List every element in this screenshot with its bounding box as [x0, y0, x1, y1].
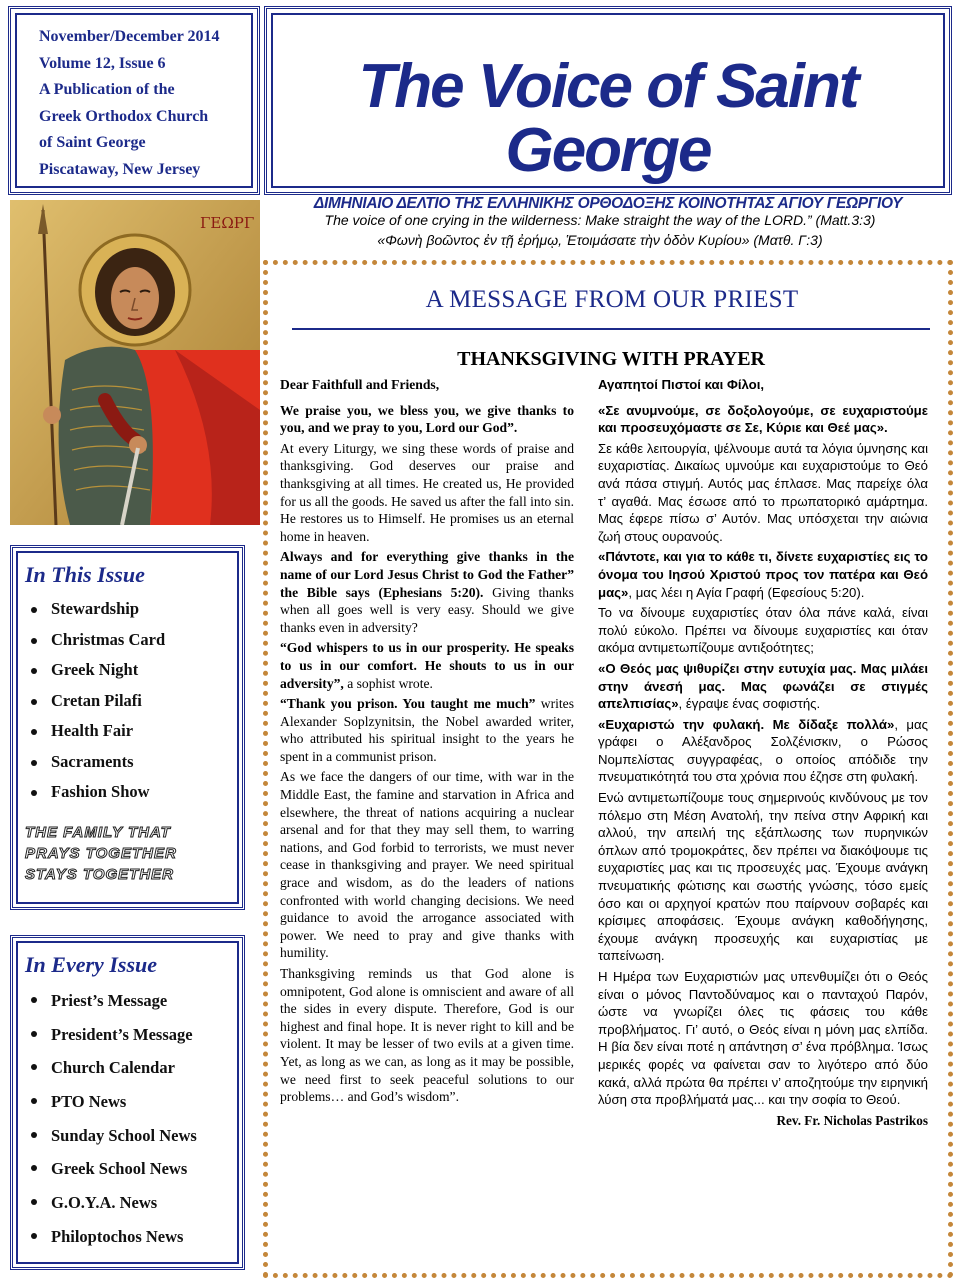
newsletter-title: The Voice of Saint George: [358, 52, 858, 185]
message-subtitle: THANKSGIVING WITH PRAYER: [457, 348, 765, 370]
saint-george-icon-image: [10, 200, 260, 525]
greek-paragraph: «Ο Θεός μας ψιθυρίζει στην ευτυχία μας. Μας μιλάει στην άνεσή μας. Μας φωνάζει σε στιγμές απελπισίας», έγραψε ένας σοφιστής.: [598, 660, 928, 712]
every-issue-item: Greek School News: [25, 1152, 242, 1186]
info-line: November/December 2014: [39, 28, 220, 45]
issue-item: Sacraments: [25, 747, 242, 778]
bullet-icon: [31, 638, 37, 644]
issue-item: Cretan Pilafi: [25, 686, 242, 717]
greek-paragraph: «Σε ανυμνούμε, σε δοξολογούμε, σε ευχαριστούμε και προσευχόμαστε σε Σε, Κύριε και Θεέ μας».: [598, 402, 928, 436]
masthead: [264, 6, 952, 212]
english-paragraph: Always and for everything give thanks in the name of our Lord Jesus Christ to God the Father” the Bible says (Ephesians 5:20). Giving thanks when all goes well is very easy. Should we give thanks even in adversity?: [280, 549, 574, 635]
greek-paragraph: Ενώ αντιμετωπίζουμε τους σημερινούς κινδύνους με τον πόλεμο στη Μέση Ανατολή, την πείνα στην Αφρική και αλλού, την απειλή της εξάπλωσης των πυρηνικών όπλων από τρομοκράτες, δεν πρέπει να διακόψουμε τις ευχαριστίες μας και τις προσευχές μας. Έχουμε ανάγκη πνευματικής φώτισης και σωστής γνώσης, τόσο εμείς όσο και οι αρχηγοί κρατών που παίρνουν σοβαρές και κρίσιμες αποφάσεις. Έχουμε ανάγκη καθοδήγησης, έχουμε ανάγκη προσευχής και ευχαριστίας με ταπείνωση.: [598, 790, 928, 964]
title-divider: [292, 328, 930, 330]
english-salutation: Dear Faithfull and Friends,: [280, 377, 440, 392]
greek-paragraph: «Ευχαριστώ την φυλακή. Με δίδαξε πολλά», μας γράφει ο Αλέξανδρος Σολζένισκιν, ο Ρώσος Νομπελίστας συγγραφέας, ο οποίος απόδιδε την πνευματικότητά του στα χρόνια που έζησε στη φυλακή.: [598, 716, 929, 785]
bullet-icon: [31, 790, 37, 796]
in-this-issue-heading: In This Issue: [25, 562, 145, 587]
info-line: Piscataway, New Jersey: [39, 160, 201, 178]
message-english-column: [280, 376, 574, 1109]
every-issue-item: G.O.Y.A. News: [25, 1186, 242, 1220]
greek-paragraph: Σε κάθε λειτουργία, ψέλνουμε αυτά τα λόγια ύμνησης και ευχαριστίας. Δικαίως υμνούμε και ευχαριστούμε το Θεό ανά πάσα στιγμή. Αυτός μας έπλασε. Μας παρείχε όλα τ’ αγαθά. Μας έσωσε από το πρωπατορικό αμάρτημα. Μας έφερε πίσω σ’ Αυτόν. Μας υπόσχεται την αιώνια ζωή στους ουρανούς.: [598, 440, 928, 544]
priest-signature: Rev. Fr. Nicholas Pastrikos: [776, 1112, 928, 1128]
greek-salutation: Αγαπητοί Πιστοί και Φίλοι,: [598, 377, 765, 392]
issue-item: Christmas Card: [25, 625, 242, 656]
greek-paragraph: Το να δίνουμε ευχαριστίες όταν όλα πάνε καλά, είναι πολύ εύκολο. Πρέπει να δίνουμε ευχαριστίες και όταν ακόμα αντιμετωπίζουμε αντιξοότητες;: [598, 605, 928, 656]
info-line: A Publication of the: [39, 81, 175, 98]
message-greek-column: [598, 376, 928, 1132]
bullet-icon: [31, 1064, 37, 1070]
saint-icon: [10, 200, 260, 525]
family-motto: THE FAMILY THAT PRAYS TOGETHER STAYS TOGETHER: [25, 823, 177, 883]
english-paragraph: As we face the dangers of our time, with war in the Middle East, the famine and starvation in Africa and elsewhere, the threat of nations acquiring a nuclear arsenal and for that they may sell them, to warring nations, and God forbid to terrorists, we must never cease in thanksgiving and prayer. We need spiritual grace and wisdom, as do the leaders of nations confronted with world changing decisions. We need guidance to avoid the arrogance associated with power. We need to pray and give thanks with humility.: [280, 769, 574, 961]
icon-inscription: ΓΕΩΡΓ: [200, 214, 255, 232]
bullet-icon: [31, 607, 37, 613]
bullet-icon: [31, 1233, 37, 1239]
english-paragraph: “Thank you prison. You taught me much” writes Alexander Soplzynitsin, the Nobel awarded writer, who attributed his spiritual insight to the years he spent in a communist prison.: [280, 696, 574, 764]
greek-paragraph: Η Ημέρα των Ευχαριστιών μας υπενθυμίζει ότι ο Θεός είναι ο μόνος Παντοδύναμος και ο πανταχού Παρόν, ώστε να γνωρίζει όλες τις φάσεις του κάθε προβλήματος. Γι’ αυτό, ο Θεός είναι η μόνη μας ελπίδα. Η βία δεν είναι ποτέ η απάντηση σ’ ένα πρόβλημα. Ίσως μερικές φορές να φαίνεται σαν το λιγότερο από δύο κακά, αλλά πρώτα θα πρέπει ν’ αποζητούμε την ειρηνική λύση στα προβλήματά μας... και την σοφία το Θεού.: [598, 969, 928, 1108]
info-line: of Saint George: [39, 134, 146, 151]
every-issue-item: Philoptochos News: [25, 1220, 242, 1254]
bullet-icon: [31, 729, 37, 735]
info-line: Greek Orthodox Church: [39, 107, 209, 125]
in-every-issue-heading: In Every Issue: [25, 952, 158, 977]
every-issue-item: President’s Message: [25, 1018, 242, 1052]
bullet-icon: [31, 997, 37, 1003]
every-issue-item: Priest’s Message: [25, 984, 242, 1018]
every-issue-item: Church Calendar: [25, 1051, 242, 1085]
publication-info-box: [8, 6, 260, 195]
bullet-icon: [31, 668, 37, 674]
issue-item: Health Fair: [25, 716, 242, 747]
issue-item: Stewardship: [25, 594, 242, 625]
every-issue-item: Sunday School News: [25, 1119, 242, 1153]
english-paragraph: At every Liturgy, we sing these words of praise and thanksgiving. God deserves our praise and thanksgiving at all times. He created us, He provided for us all the goods. He saved us after the fall into sin. He restores us to Himself. He promises us an eternal home in heaven.: [280, 440, 574, 544]
bullet-icon: [31, 1165, 37, 1171]
info-line: Volume 12, Issue 6: [39, 54, 166, 72]
issue-item: Fashion Show: [25, 777, 242, 808]
english-paragraph: “God whispers to us in our prosperity. He speaks to us in our comfort. He shouts to us in our adversity”, a sophist wrote.: [280, 640, 574, 691]
bullet-icon: [31, 760, 37, 766]
english-paragraph: Thanksgiving reminds us that God alone is omnipotent, God alone is omniscient and aware of all the sides in every dispute. Therefore, God is our highest and final hope. It is never right to kill and be violent. It may be lesser of two evils at a given time. Yet, as long as we can, as long as it may be possible, we need first to seek peaceful solutions to our problems… and God’s wisdom”.: [280, 966, 574, 1105]
in-every-issue-box: [10, 935, 245, 1270]
bullet-icon: [31, 1199, 37, 1205]
scripture-verse: [280, 210, 920, 250]
bullet-icon: [31, 699, 37, 705]
in-this-issue-box: [10, 545, 245, 910]
every-issue-item: PTO News: [25, 1085, 242, 1119]
bullet-icon: [31, 1031, 37, 1037]
bullet-icon: [31, 1098, 37, 1104]
greek-paragraph: «Πάντοτε, και για το κάθε τι, δίνετε ευχαριστίες εις το όνομα του Ιησού Χριστού προς τον πατέρα και Θεό μας», μας λέει η Αγία Γραφή (Εφεσίους 5:20).: [598, 549, 928, 600]
message-title: A MESSAGE FROM OUR PRIEST: [425, 286, 799, 313]
issue-item: Greek Night: [25, 655, 242, 686]
greek-subtitle: ΔΙΜΗΝΙΑΙΟ ΔΕΛΤΙΟ ΤΗΣ ΕΛΛΗΝΙΚΗΣ ΟΡΘΟΔΟΞΗΣ ΚΟΙΝΟΤΗΤΑΣ ΑΓΙΟΥ ΓΕΩΡΓΙΟΥ: [313, 195, 903, 212]
verse-english: The voice of one crying in the wilderness: Make straight the way of the LORD.” (Matt.3:3): [324, 212, 876, 228]
bullet-icon: [31, 1132, 37, 1138]
english-paragraph: We praise you, we bless you, we give thanks to you, and we pray to you, Lord our God”.: [280, 402, 574, 436]
verse-greek: «Φωνὴ βοῶντος ἐν τῇ ἐρήμῳ, Ἑτοιμάσατε τὴν ὁδὸν Κυρίου» (Ματθ. Γ:3): [377, 232, 823, 248]
